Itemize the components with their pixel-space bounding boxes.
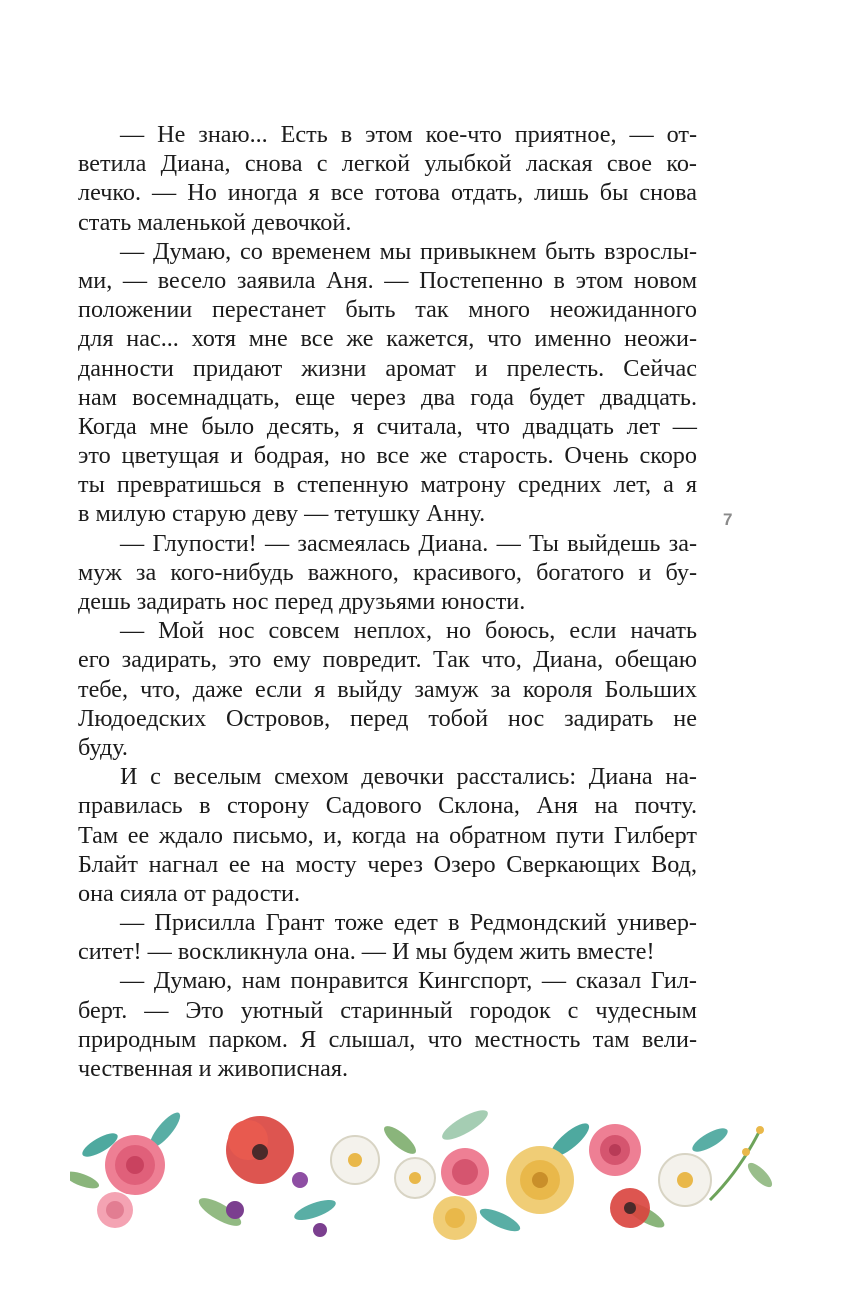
text-line: — Глупости! — засмеялась Диана. — Ты выйдешь за- (120, 529, 697, 557)
text-line: берт. — Это уютный старинный городок с чудесным (78, 996, 697, 1024)
text-line: Блайт нагнал ее на мосту через Озеро Сверкающих Вод, (78, 850, 697, 878)
text-line: его задирать, это ему повредит. Так что, Диана, обещаю (78, 646, 697, 674)
text-line: Там ее ждало письмо, и, когда на обратном пути Гилберт (78, 821, 697, 849)
text-line: — Мой нос совсем неплох, но боюсь, если начать (120, 617, 697, 645)
text-line: — Присилла Грант тоже едет в Редмондский универ- (120, 909, 697, 937)
text-line: муж за кого-нибудь важного, красивого, богатого и бу- (78, 558, 697, 586)
pink-rose (105, 1135, 165, 1195)
text-line: нам восемнадцать, еще через два года будет двадцать. (78, 383, 697, 411)
text-line: — Не знаю... Есть в этом кое-что приятное, — от- (120, 121, 697, 148)
text-line: это цветущая и бодрая, но все же старость. Очень скоро (78, 442, 697, 470)
text-line: лечко. — Но иногда я все готова отдать, лишь бы снова (78, 179, 697, 207)
pink-rose (441, 1148, 489, 1196)
text-line: данности придают жизни аромат и прелесть. Сейчас (78, 354, 697, 382)
text-line: в милую старую деву — тетушку Анну. (78, 500, 486, 528)
text-line: правилась в сторону Садового Склона, Аня на почту. (78, 792, 697, 820)
text-line: ситет! — воскликнула она. — И мы будем жить вместе! (78, 938, 655, 966)
text-line: ветила Диана, снова с легкой улыбкой лаская свое ко- (78, 150, 697, 178)
floral-border-illustration (70, 1100, 780, 1250)
text-line: дешь задирать нос перед друзьями юности. (78, 588, 526, 615)
text-line: для нас... хотя мне все же кажется, что именно неожи- (78, 325, 697, 353)
yellow-chrysanthemum (433, 1196, 477, 1240)
text-line: она сияла от радости. (78, 879, 300, 907)
page-number: 7 (723, 510, 733, 529)
text-line: ты превратишься в степенную матрону средних лет, а я (78, 471, 697, 499)
pink-rose (589, 1124, 641, 1176)
body-text (78, 120, 697, 1083)
text-line: И с веселым смехом девочки расстались: Диана на- (120, 763, 697, 791)
text-line: буду. (78, 733, 128, 761)
red-poppy (226, 1116, 294, 1184)
text-line: Людоедских Островов, перед тобой нос задирать не (78, 704, 697, 732)
text-line: ми, — весело заявила Аня. — Постепенно в этом новом (78, 266, 697, 294)
pink-rose-small (97, 1192, 133, 1228)
text-line: Когда мне было десять, я считала, что двадцать лет — (78, 412, 697, 440)
text-line: — Думаю, нам понравится Кингспорт, — сказал Гил- (120, 967, 697, 995)
text-line: природным парком. Я слышал, что местность там вели- (78, 1025, 697, 1053)
text-line: положении перестанет быть так много неожиданного (78, 296, 697, 324)
text-line: стать маленькой девочкой. (78, 208, 352, 236)
yellow-chrysanthemum (506, 1146, 574, 1214)
text-line: чественная и живописная. (78, 1055, 349, 1082)
text-line: — Думаю, со временем мы привыкнем быть взрослы- (120, 237, 697, 265)
white-flower (395, 1158, 435, 1198)
white-flower (659, 1154, 711, 1206)
text-line: тебе, что, даже если я выйду замуж за короля Больших (78, 675, 697, 703)
red-poppy (610, 1188, 650, 1228)
white-flower (331, 1136, 379, 1184)
